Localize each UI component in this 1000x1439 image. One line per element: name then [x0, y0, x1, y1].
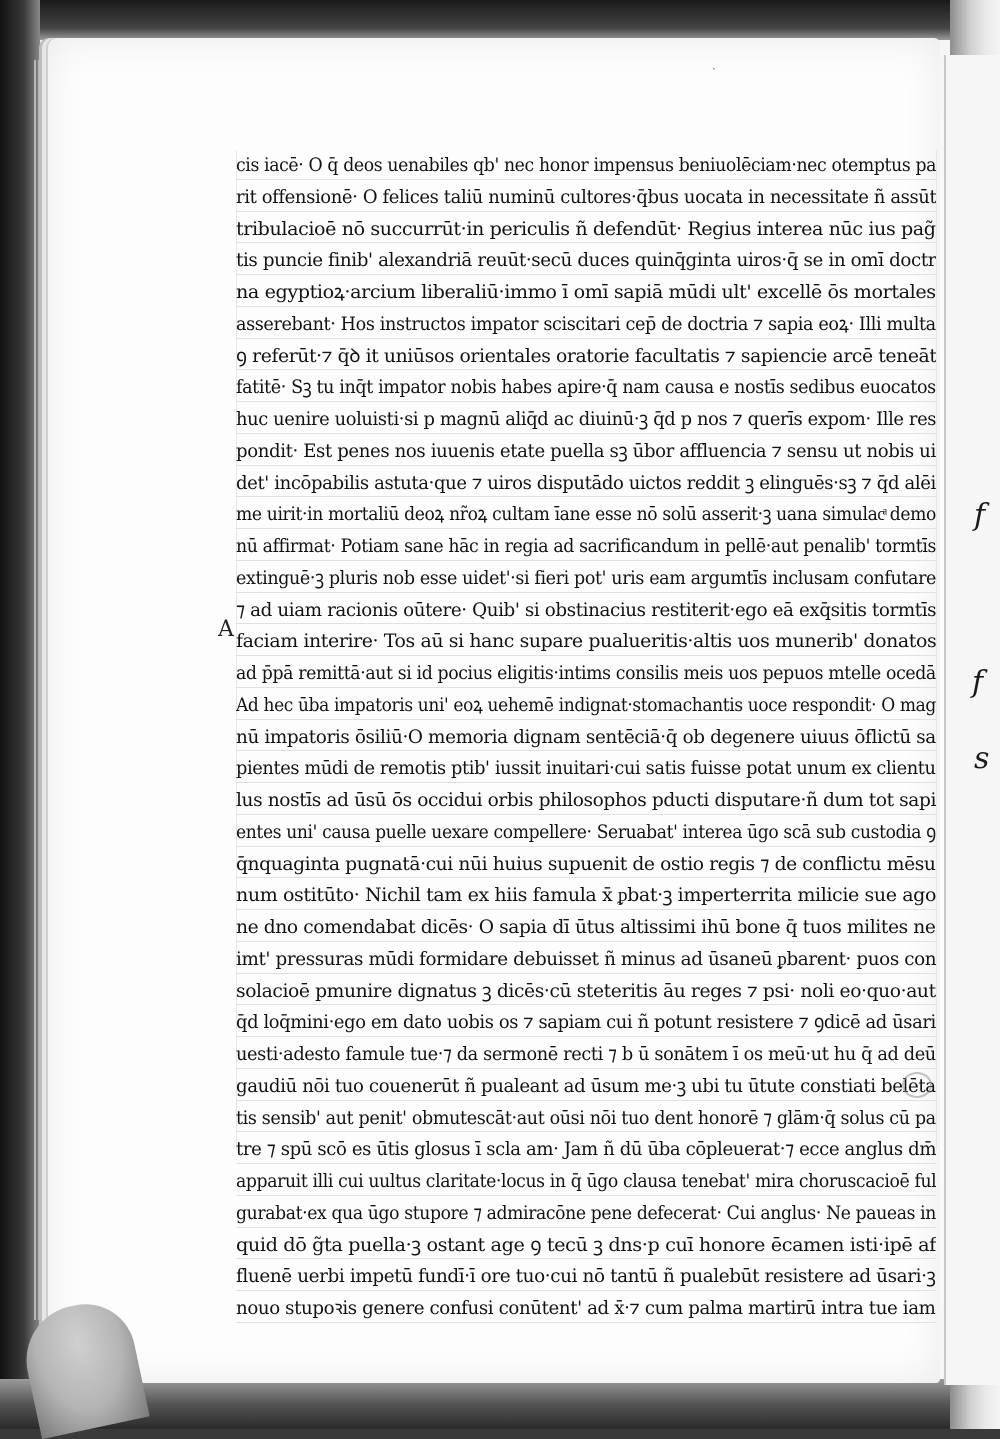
manuscript-line: ⁊ ad uiam racionis oūtere· Quib' si obstinacius restiterit·ego eā exq̄sitis tormtīs — [236, 598, 936, 621]
line-ruling — [236, 528, 936, 529]
manuscript-line: tis sensib' aut penit' obmutescāt·aut oūsi nōi tuo dent honorē ⁊ glām·q̄ solus cū pa — [236, 1106, 936, 1129]
manuscript-line: num ostitūto· Nichil tam ex hiis famula x̄ ᵱbat·ꝫ imperterrita milicie sue ago — [236, 884, 936, 907]
line-ruling — [236, 560, 936, 561]
line-ruling — [236, 1068, 936, 1069]
line-ruling — [236, 719, 936, 720]
manuscript-line: gurabat·ex qua ūgo stupore ⁊ admiracōne pene defecerat· Cui anglus· Ne paueas in — [236, 1201, 936, 1224]
line-ruling — [236, 592, 936, 593]
line-ruling — [236, 1004, 936, 1005]
manuscript-line: fluenē uerbi impetū fundī·ī ore tuo·cui nō tantū ñ pualebūt resistere ad ūsari·ꝫ — [236, 1265, 936, 1288]
page-edge — [38, 60, 40, 1320]
manuscript-line: tribulacioē nō succurrūt·in periculis ñ defendūt· Regius interea nūc ius pag̃ — [236, 217, 936, 240]
manuscript-line: entes uni' causa puelle uexare compellere· Seruabat' interea ūgo scā sub custodia ꝯ — [236, 820, 936, 843]
line-ruling — [236, 465, 936, 466]
manuscript-line: asserebant· Hos instructos impator sciscitari cep̄ de doctria ⁊ sapia eoꝝ· Illi multa — [236, 312, 936, 335]
facing-page-letter-1: f — [974, 498, 986, 533]
ink-smudge — [902, 1072, 932, 1098]
page-edge — [42, 60, 44, 1320]
manuscript-line: ad p̄pā remittā·aut si id pocius eligitis·intims consilis meis uos pepuos mtelle ocedā — [236, 662, 936, 684]
line-ruling — [236, 496, 936, 497]
manuscript-line: imt' pressuras mūdi formidare debuisset ñ minus ad ūsaneū ᵱbarent· puos con — [236, 947, 936, 970]
line-ruling — [236, 338, 936, 339]
manuscript-line: det' incōpabilis astuta·que ⁊ uiros disputādo uictos reddit ꝫ elinguēs·sꝫ ⁊ q̄d alēi — [236, 471, 936, 494]
line-ruling — [236, 211, 936, 212]
line-ruling — [236, 1163, 936, 1164]
line-ruling — [236, 750, 936, 751]
line-ruling — [236, 941, 936, 942]
line-ruling — [236, 623, 936, 624]
manuscript-line: nū affirmat· Potiam sane hāc in regia ad sacrificandum in pellē·aut penalib' tormtīs — [236, 535, 936, 557]
page-edge — [34, 60, 36, 1320]
facing-page-letter-3: s — [974, 741, 990, 776]
line-ruling — [236, 1258, 936, 1259]
marginal-letter: A — [218, 617, 234, 642]
manuscript-line: apparuit illi cui uultus claritate·locus in q̄ ūgo clausa tenebat' mira choruscacioē ful — [236, 1170, 936, 1192]
scanner-bed-bottom — [0, 1379, 1000, 1429]
line-ruling — [236, 687, 936, 688]
line-ruling — [236, 1195, 936, 1196]
manuscript-line: Ad hec ūba impatoris uni' eoꝝ uehemē indignat·stomachantis uoce respondit· O mag — [236, 693, 936, 716]
facing-page-strip — [944, 55, 1000, 1385]
manuscript-line: extinguē·ꝫ pluris nob esse uidet'·si fieri pot' uris eam argumtīs inclusam confutare — [236, 566, 936, 589]
manuscript-line: q̄d loq̄mini·ego em dato uobis os ⁊ sapiam cui ñ potunt resistere ⁊ ꝯdicē ad ūsari — [236, 1011, 936, 1034]
manuscript-line: rit offensionē· O felices taliū numinū cultores·q̄bus uocata in necessitate ñ assūt — [236, 185, 936, 208]
line-ruling — [236, 401, 936, 402]
manuscript-line: solacioē pmunire dignatus ꝫ dicēs·cū steteritis āu reges ⁊ psi· noli eo·quo·aut — [236, 979, 936, 1002]
line-ruling — [236, 973, 936, 974]
line-ruling — [236, 306, 936, 307]
manuscript-line: tis puncie finib' alexandriā reuūt·secū duces quinq̄ginta uiros·q̄ se in omī doctr — [236, 249, 936, 272]
manuscript-line: fatitē· Sꝫ tu inq̄t impator nobis habes apire·q̄ nam causa e nostīs sedibus euocatos — [236, 376, 936, 399]
line-ruling — [236, 369, 936, 370]
facing-page-letter-2: f — [972, 665, 984, 700]
line-ruling — [236, 433, 936, 434]
manuscript-line: uesti·adesto famule tue·⁊ da sermonē recti ⁊ b ū sonātem ī os meū·ut hu q̄ ad deū — [236, 1043, 936, 1065]
folio-mark: · — [712, 62, 716, 76]
line-ruling — [236, 1290, 936, 1291]
manuscript-line: pientes mūdi de remotis ptib' iussit inuitari·cui satis fuisse potat unum ex clientu — [236, 757, 936, 780]
line-ruling — [236, 655, 936, 656]
manuscript-line: ꝯ referūt·⁊ q̄ꝺ it uniūsos orientales oratorie facultatis ⁊ sapiencie arcē teneāt — [236, 344, 936, 367]
line-ruling — [236, 1227, 936, 1228]
line-ruling — [236, 846, 936, 847]
line-ruling — [236, 179, 936, 180]
line-ruling — [236, 274, 936, 275]
manuscript-line: tre ⁊ spū scō es ūtis glosus ī scla am· Jam ñ dū ūba cōpleuerat·⁊ ecce anglus dm̄ — [236, 1138, 936, 1161]
manuscript-line: quid dō g̃ta puella·ꝫ ostant age ꝯ tecū ꝫ dns·p cuī honore ēcamen isti·ipē af — [236, 1233, 936, 1256]
line-ruling — [236, 909, 936, 910]
line-ruling — [236, 782, 936, 783]
text-block — [236, 150, 938, 1325]
line-ruling — [236, 814, 936, 815]
manuscript-line: na egyptioꝝ·arcium liberaliū·immo ī omī sapiā mūdi ult' excellē ōs mortales — [236, 281, 936, 303]
manuscript-line: cis iacē· O q̄ deos uenabiles qb' nec honor impensus beniuolēciam·nec otemptus pa — [236, 154, 936, 176]
manuscript-line: faciam interire· Tos aū si hanc supare pualueritis·altis uos munerib' donatos — [236, 630, 936, 653]
line-ruling — [236, 877, 936, 878]
manuscript-line: me uirit·in mortaliū deoꝝ nr̃oꝝ cultam īane esse nō solū asserit·ꝫ uana simulacͣ demo — [236, 503, 936, 526]
line-ruling — [236, 1100, 936, 1101]
manuscript-line: ne dno comendabat dicēs· O sapia dī ūtus altissimi ihū bone q̄ tuos milites ne — [236, 916, 936, 938]
line-ruling — [236, 242, 936, 243]
manuscript-line: gaudiū nōi tuo couenerūt ñ pualeant ad ūsum me·ꝫ ubi tu ūtute constiati belēta — [236, 1074, 936, 1097]
manuscript-line: nouo stupoꝛis genere confusi conūtent' ad x̄·⁊ cum palma martirū intra tue iam — [236, 1297, 936, 1319]
line-ruling — [236, 1036, 936, 1037]
line-ruling — [236, 1322, 936, 1323]
manuscript-line: nū impatoris ōsiliū·O memoria dignam sentēciā·q̄ ob degenere uiuus ōflictū sa — [236, 725, 936, 748]
manuscript-line: lus nostīs ad ūsū ōs occidui orbis philosophos pducti disputare·ñ dum tot sapi — [236, 789, 936, 811]
line-ruling — [236, 1131, 936, 1132]
scanner-bed-top — [0, 0, 1000, 40]
manuscript-line: pondit· Est penes nos iuuenis etate puella sꝫ ūbor affluencia ⁊ sensu ut nobis ui — [236, 439, 936, 462]
manuscript-line: huc uenire uoluisti·si p magnū aliq̄d ac diuinū·ꝫ q̄d p nos ⁊ querīs expom· Ille res — [236, 408, 936, 430]
manuscript-line: q̄nquaginta pugnatā·cui nūi huius supuenit de ostio regis ⁊ de conflictu mēsu — [236, 852, 936, 875]
